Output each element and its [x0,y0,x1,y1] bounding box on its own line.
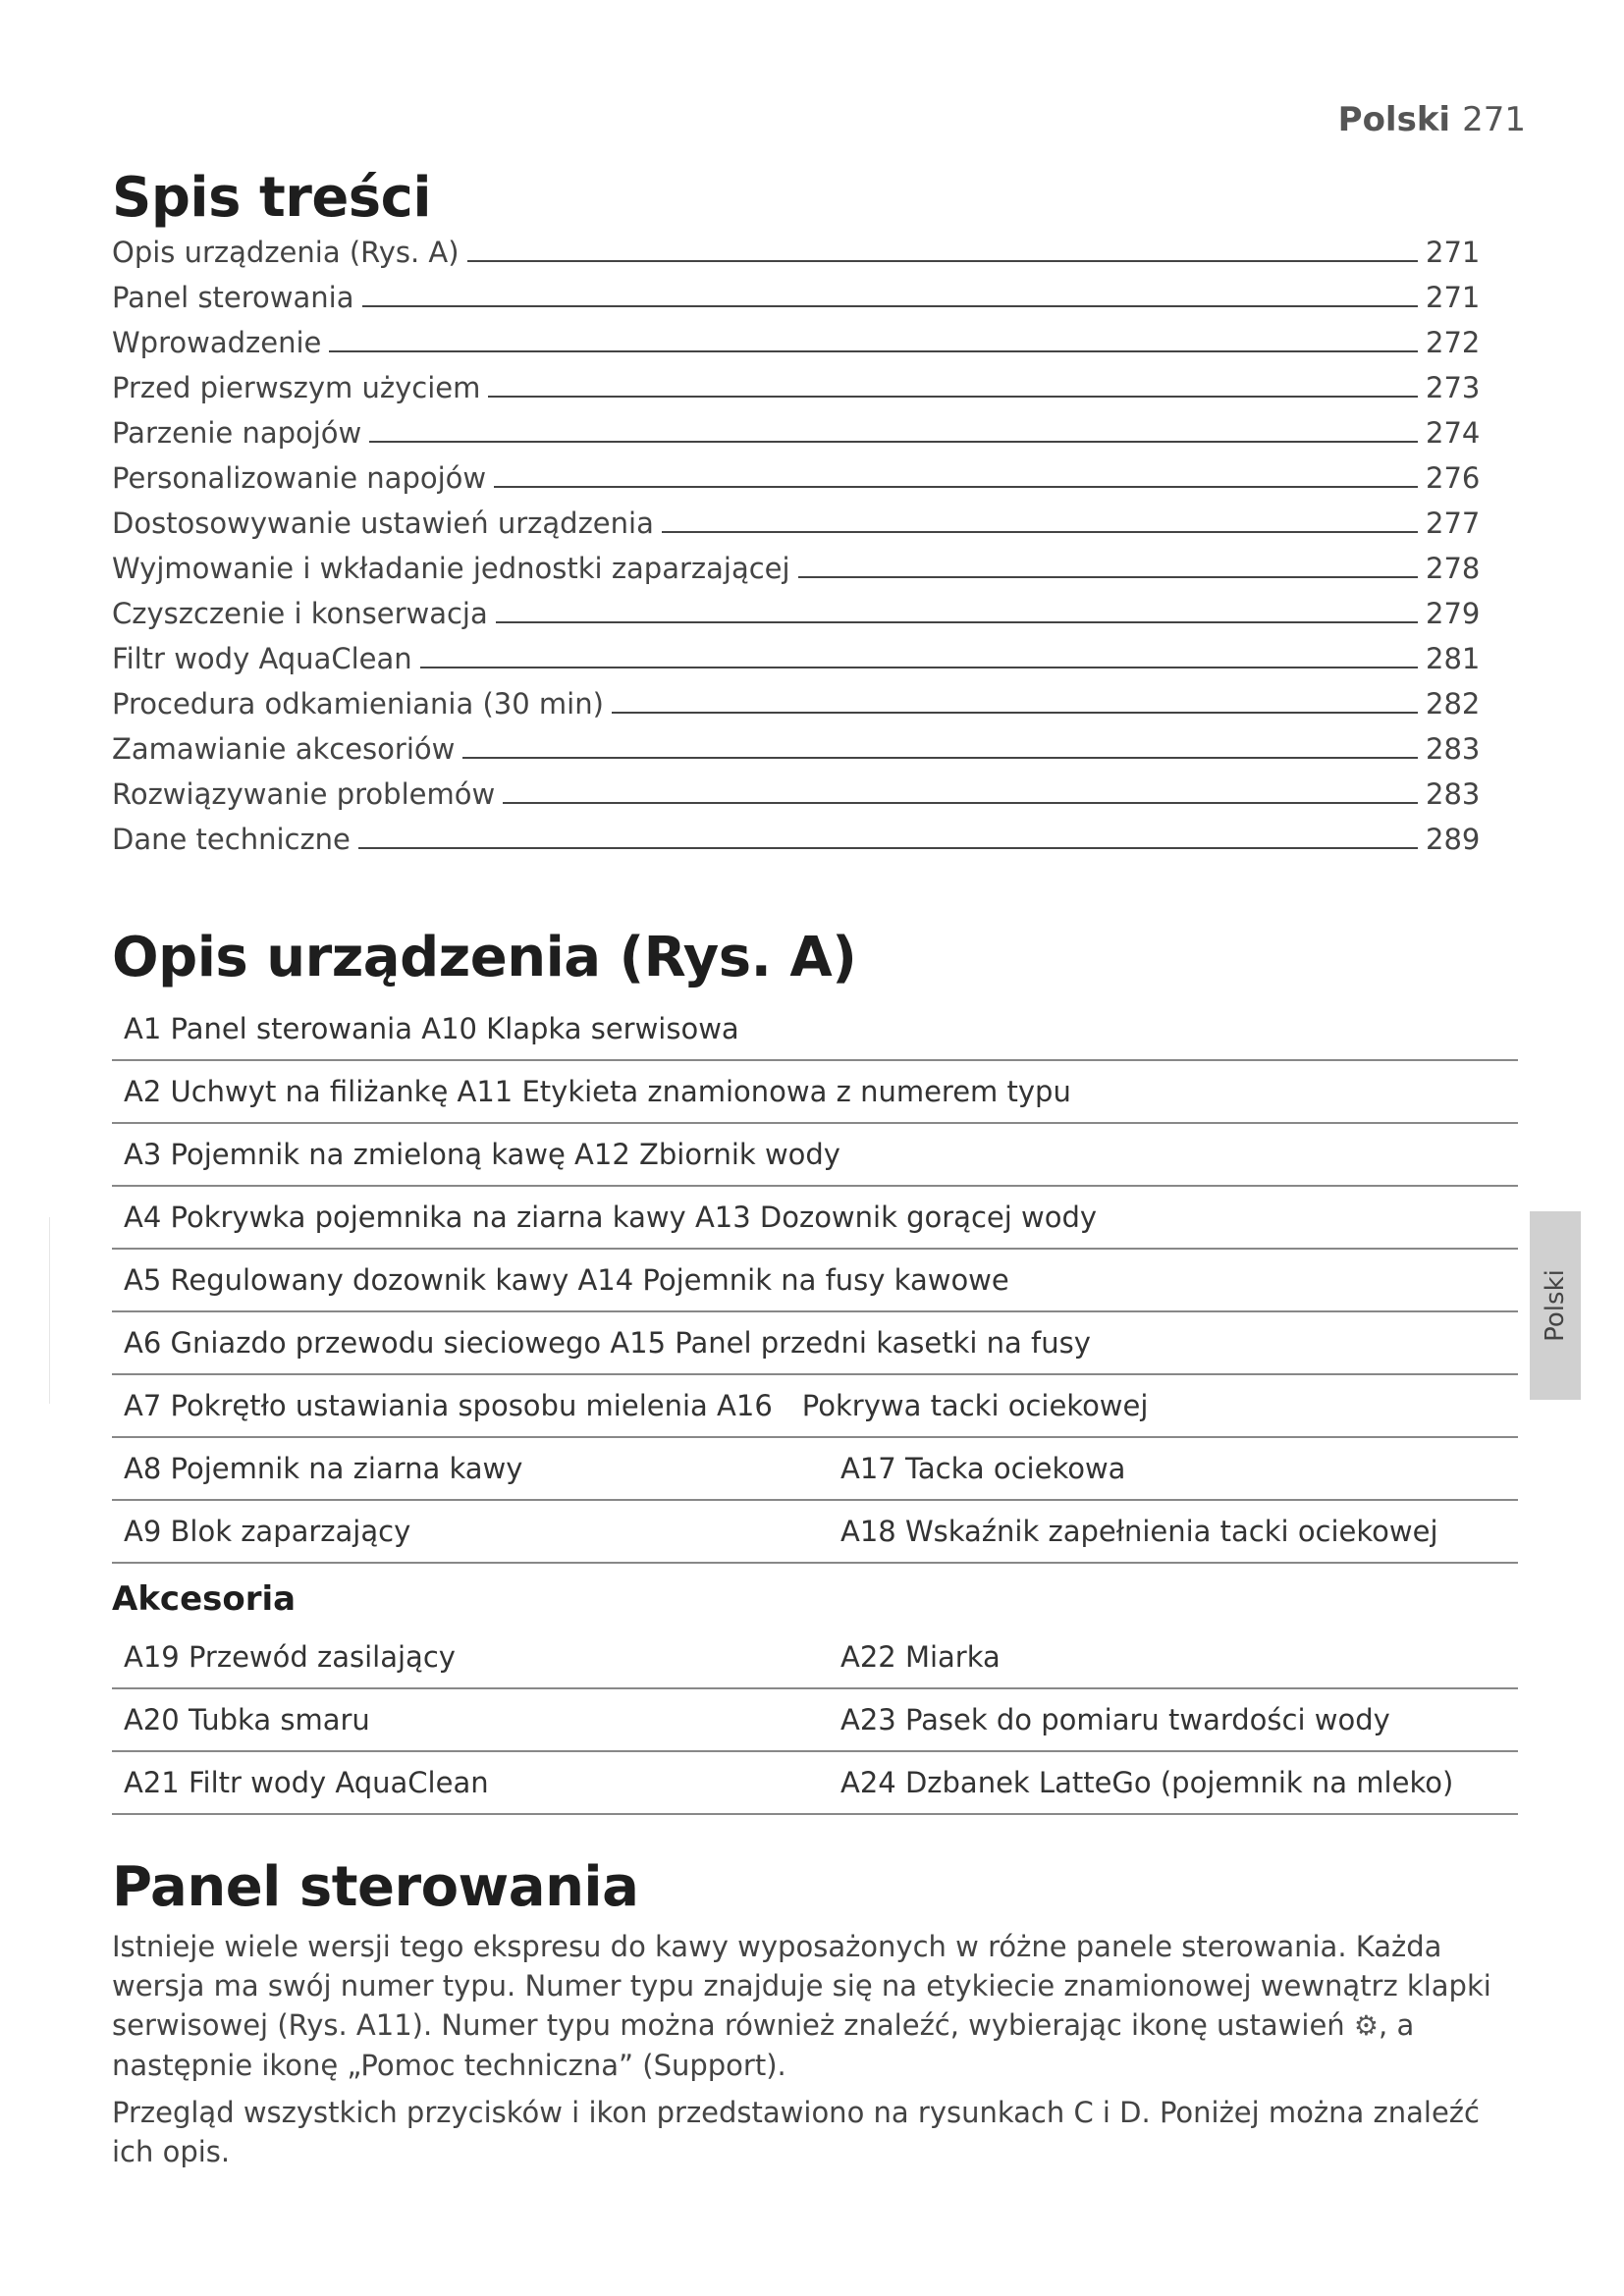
header-page-number: 271 [1462,100,1526,139]
toc-entry-page: 272 [1426,326,1481,360]
toc-entry[interactable] [112,371,1481,416]
toc-leader-line [329,329,1418,352]
cell-left: A20 Tubka smaru [124,1702,370,1736]
panel-paragraph-1-text: Istnieje wiele wersji tego ekspresu do kawy wyposażonych w różne panele sterowania. Każda wersja ma swój numer typu. Numer typu znajduje się na etykiecie znamionowej wewnątrz klapki serwisowej (Rys. A11). Numer typu można również znaleźć, wybierając ikonę ustawień [112,1930,1491,2043]
settings-gear-icon: ⚙ [1353,2009,1380,2043]
toc-entry[interactable] [112,416,1481,461]
toc-entry-page: 279 [1426,597,1481,631]
toc-leader-line [503,780,1418,804]
toc-entry-page: 271 [1426,281,1481,315]
cell-right: A24 Dzbanek LatteGo (pojemnik na mleko) [840,1765,1454,1799]
toc-entry[interactable] [112,507,1481,552]
cell-right: A22 Miarka [840,1639,1001,1674]
toc-entry-page: 273 [1426,371,1481,405]
toc-leader-line [612,690,1418,714]
toc-entry-title: Dane techniczne [112,823,351,857]
toc-leader-line [488,374,1418,398]
toc-entry-title: Zamawianie akcesoriów [112,732,456,767]
device-section-title: Opis urządzenia (Rys. A) [112,926,857,990]
device-part-row [112,1438,1518,1501]
toc-entry-title: Wyjmowanie i wkładanie jednostki zaparzającej [112,552,790,586]
toc-entry[interactable] [112,642,1481,687]
cell-left: A2 Uchwyt na filiżankę A11 Etykieta znamionowa z numerem typu [124,1074,1071,1108]
toc-entry-page: 283 [1426,777,1481,812]
accessory-row [112,1627,1518,1689]
toc-entry-title: Opis urządzenia (Rys. A) [112,236,460,270]
toc-entry-page: 281 [1426,642,1481,676]
toc-entry-title: Wprowadzenie [112,326,322,360]
device-part-row [112,1124,1518,1187]
side-tab-label: Polski [1541,1269,1570,1342]
cell-left: A5 Regulowany dozownik kawy A14 Pojemnik na fusy kawowe [124,1262,1009,1297]
panel-paragraph-1 [112,1927,1506,2085]
toc-leader-line [662,509,1418,533]
toc-entry-page: 283 [1426,732,1481,767]
cell-left: A4 Pokrywka pojemnika na ziarna kawy A13 Dozownik gorącej wody [124,1200,1098,1234]
accessory-row [112,1689,1518,1752]
toc-entry[interactable] [112,281,1481,326]
toc-entry[interactable] [112,597,1481,642]
accessories-table [112,1627,1518,1815]
panel-paragraph-2: Przegląd wszystkich przycisków i ikon przedstawiono na rysunkach C i D. Poniżej można znaleźć ich opis. [112,2096,1480,2169]
cell-left: A1 Panel sterowania A10 Klapka serwisowa [124,1011,739,1045]
page-content [112,167,1518,2171]
table-of-contents [112,236,1481,868]
toc-entry[interactable] [112,777,1481,823]
toc-entry[interactable] [112,552,1481,597]
language-side-tab [1530,1211,1581,1400]
cell-left: A3 Pojemnik na zmieloną kawę A12 Zbiornik wody [124,1137,840,1171]
cell-right: A17 Tacka ociekowa [840,1451,1126,1485]
toc-entry[interactable] [112,732,1481,777]
cell-left: A19 Przewód zasilający [124,1639,456,1674]
margin-line [49,1217,50,1404]
device-part-row [112,1187,1518,1250]
cell-right: Pokrywa tacki ociekowej [801,1388,1149,1422]
toc-entry[interactable] [112,823,1481,868]
toc-leader-line [369,419,1418,443]
toc-entry-title: Rozwiązywanie problemów [112,777,496,812]
toc-entry-page: 278 [1426,552,1481,586]
accessory-row [112,1752,1518,1815]
cell-left: A9 Blok zaparzający [124,1514,411,1548]
toc-leader-line [494,464,1418,488]
cell-right: A18 Wskaźnik zapełnienia tacki ociekowej [840,1514,1438,1548]
device-part-row [112,1312,1518,1375]
device-part-row [112,998,1518,1061]
device-parts-table [112,998,1518,1564]
device-part-row [112,1250,1518,1312]
toc-entry-title: Parzenie napojów [112,416,362,451]
page-header [1338,100,1526,139]
toc-leader-line [362,284,1419,307]
toc-entry-title: Czyszczenie i konserwacja [112,597,488,631]
toc-entry-title: Przed pierwszym użyciem [112,371,481,405]
toc-entry-title: Filtr wody AquaClean [112,642,412,676]
toc-leader-line [420,645,1418,668]
cell-left: A7 Pokrętło ustawiania sposobu mielenia A16 [124,1388,773,1422]
toc-entry-title: Procedura odkamieniania (30 min) [112,687,604,721]
toc-entry[interactable] [112,461,1481,507]
toc-leader-line [358,826,1418,849]
toc-entry-title: Dostosowywanie ustawień urządzenia [112,507,654,541]
toc-entry[interactable] [112,687,1481,732]
device-part-row [112,1501,1518,1564]
header-language: Polski [1337,100,1451,139]
toc-entry-title: Panel sterowania [112,281,354,315]
toc-entry-page: 276 [1426,461,1481,496]
toc-entry-page: 274 [1426,416,1481,451]
panel-paragraph-1-tail: , a następnie ikonę „Pomoc techniczna” (Support). [112,2008,1415,2083]
cell-left: A6 Gniazdo przewodu sieciowego A15 Panel przedni kasetki na fusy [124,1325,1091,1360]
toc-leader-line [798,555,1418,578]
toc-entry-page: 277 [1426,507,1481,541]
toc-leader-line [467,239,1418,262]
toc-entry-page: 271 [1426,236,1481,270]
toc-entry-page: 282 [1426,687,1481,721]
toc-entry-page: 289 [1426,823,1481,857]
toc-entry[interactable] [112,236,1481,281]
accessories-title: Akcesoria [112,1578,297,1619]
panel-section-title: Panel sterowania [112,1854,639,1919]
toc-leader-line [496,600,1418,623]
toc-leader-line [462,735,1418,759]
device-part-row [112,1375,1518,1438]
device-part-row [112,1061,1518,1124]
toc-entry[interactable] [112,326,1481,371]
cell-left: A8 Pojemnik na ziarna kawy [124,1451,523,1485]
toc-entry-title: Personalizowanie napojów [112,461,487,496]
toc-title: Spis treści [112,166,432,230]
cell-right: A23 Pasek do pomiaru twardości wody [840,1702,1390,1736]
cell-left: A21 Filtr wody AquaClean [124,1765,489,1799]
